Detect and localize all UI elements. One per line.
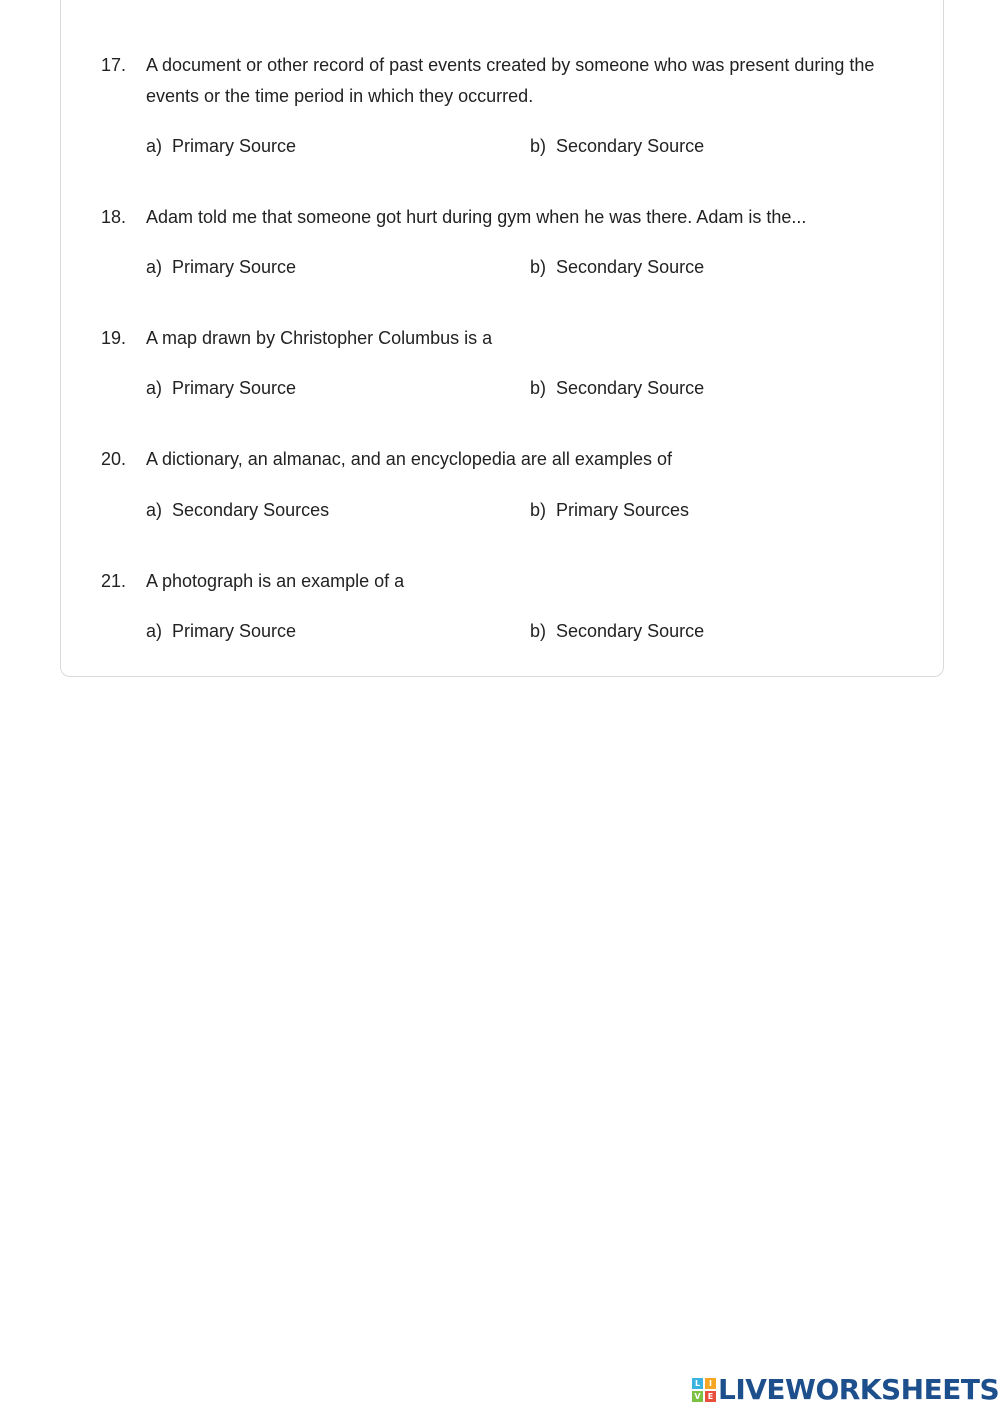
option-letter: b) xyxy=(530,621,547,641)
option-label: Secondary Source xyxy=(556,621,705,641)
question-number: 20. xyxy=(101,449,127,469)
question-text: A document or other record of past events created by someone who was present during the events or the time period in which they occurred. xyxy=(146,55,875,106)
option-label: Secondary Source xyxy=(556,257,705,277)
option-label: Primary Source xyxy=(172,621,297,641)
logo-cell: E xyxy=(705,1391,716,1402)
question-text: Adam told me that someone got hurt during gym when he was there. Adam is the... xyxy=(146,207,807,227)
option-b[interactable] xyxy=(530,134,704,158)
option-letter: b) xyxy=(530,136,547,156)
option-label: Secondary Sources xyxy=(172,500,330,520)
option-b[interactable] xyxy=(530,376,704,400)
question-text: A map drawn by Christopher Columbus is a xyxy=(146,328,493,348)
option-label: Secondary Source xyxy=(556,378,705,398)
option-letter: a) xyxy=(146,500,163,520)
option-letter: b) xyxy=(530,378,547,398)
question-text: A dictionary, an almanac, and an encyclopedia are all examples of xyxy=(146,449,672,469)
option-label: Primary Source xyxy=(172,136,297,156)
option-letter: a) xyxy=(146,378,163,398)
option-letter: b) xyxy=(530,257,547,277)
option-label: Primary Sources xyxy=(556,500,690,520)
option-a[interactable] xyxy=(146,498,329,522)
option-letter: a) xyxy=(146,621,163,641)
option-b[interactable] xyxy=(530,619,704,643)
liveworksheets-logo xyxy=(692,1375,999,1405)
question-number: 21. xyxy=(101,571,127,591)
logo-cell: L xyxy=(692,1378,703,1389)
logo-cell: I xyxy=(705,1378,716,1389)
logo-cell: V xyxy=(692,1391,703,1402)
option-a[interactable] xyxy=(146,376,296,400)
option-letter: a) xyxy=(146,257,163,277)
option-label: Primary Source xyxy=(172,378,297,398)
option-a[interactable] xyxy=(146,255,296,279)
logo-mark-icon xyxy=(692,1378,716,1402)
logo-text: LIVEWORKSHEETS xyxy=(718,1373,1000,1406)
option-letter: a) xyxy=(146,136,163,156)
question-number: 18. xyxy=(101,207,127,227)
option-label: Secondary Source xyxy=(556,136,705,156)
question-number: 19. xyxy=(101,328,127,348)
option-b[interactable] xyxy=(530,498,689,522)
question-number: 17. xyxy=(101,55,127,75)
option-label: Primary Source xyxy=(172,257,297,277)
option-a[interactable] xyxy=(146,619,296,643)
option-letter: b) xyxy=(530,500,547,520)
question-text: A photograph is an example of a xyxy=(146,571,405,591)
option-b[interactable] xyxy=(530,255,704,279)
option-a[interactable] xyxy=(146,134,296,158)
